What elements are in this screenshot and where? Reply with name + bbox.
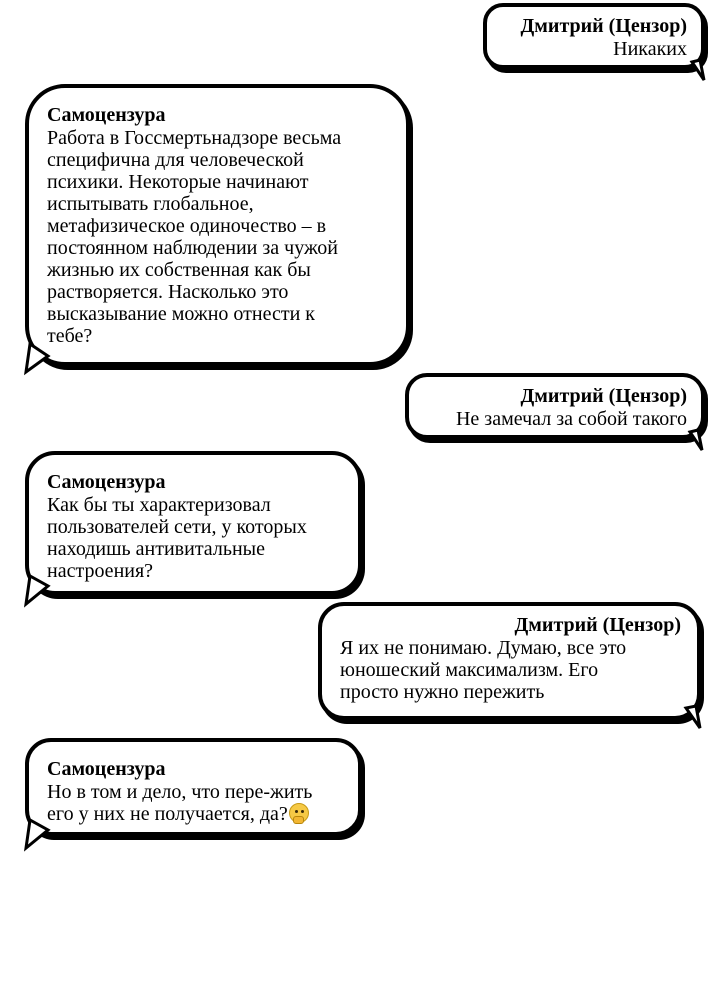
message-text: Как бы ты характеризовал пользователей сети, у которых находишь антивитальные настроения? [47, 494, 307, 582]
bubble-tail [688, 428, 708, 454]
bubble-tail [22, 818, 52, 852]
message-text: Работа в Госсмертьнадзоре весьма специфична для человеческой психики. Некоторые начинают испытывать глобальное, метафизическое одиночество – в постоянном наблюдении за чужой жизнью их собственная как бы растворяется. Насколько это высказывание можно отнести к тебе? [47, 127, 342, 347]
message-bubble-censor [318, 602, 701, 720]
message-text [47, 781, 350, 825]
bubble-tail [684, 704, 706, 732]
message-bubble-censor [405, 373, 705, 439]
message-bubble-censor [483, 3, 705, 69]
thinking-face-icon [289, 803, 309, 823]
message-text: Не замечал за собой такого [455, 408, 687, 430]
message-bubble-self-censorship [25, 84, 410, 366]
speaker-name: Дмитрий (Цензор) [514, 614, 681, 636]
speaker-name: Дмитрий (Цензор) [520, 15, 687, 37]
bubble-tail [22, 574, 52, 608]
message-text-content: Но в том и дело, что пере-жить его у них не получается, да? [47, 781, 313, 825]
message-text: Я их не понимаю. Думаю, все это юношеский максимализм. Его просто нужно пережить [340, 637, 627, 703]
bubble-tail [690, 58, 710, 84]
bubble-tail [22, 342, 52, 376]
speaker-name: Самоцензура [47, 471, 166, 493]
message-bubble-self-censorship [25, 451, 362, 595]
speaker-name: Самоцензура [47, 758, 166, 780]
message-text: Никаких [613, 38, 687, 60]
speaker-name: Самоцензура [47, 104, 166, 126]
speaker-name: Дмитрий (Цензор) [520, 385, 687, 407]
message-bubble-self-censorship [25, 738, 362, 836]
